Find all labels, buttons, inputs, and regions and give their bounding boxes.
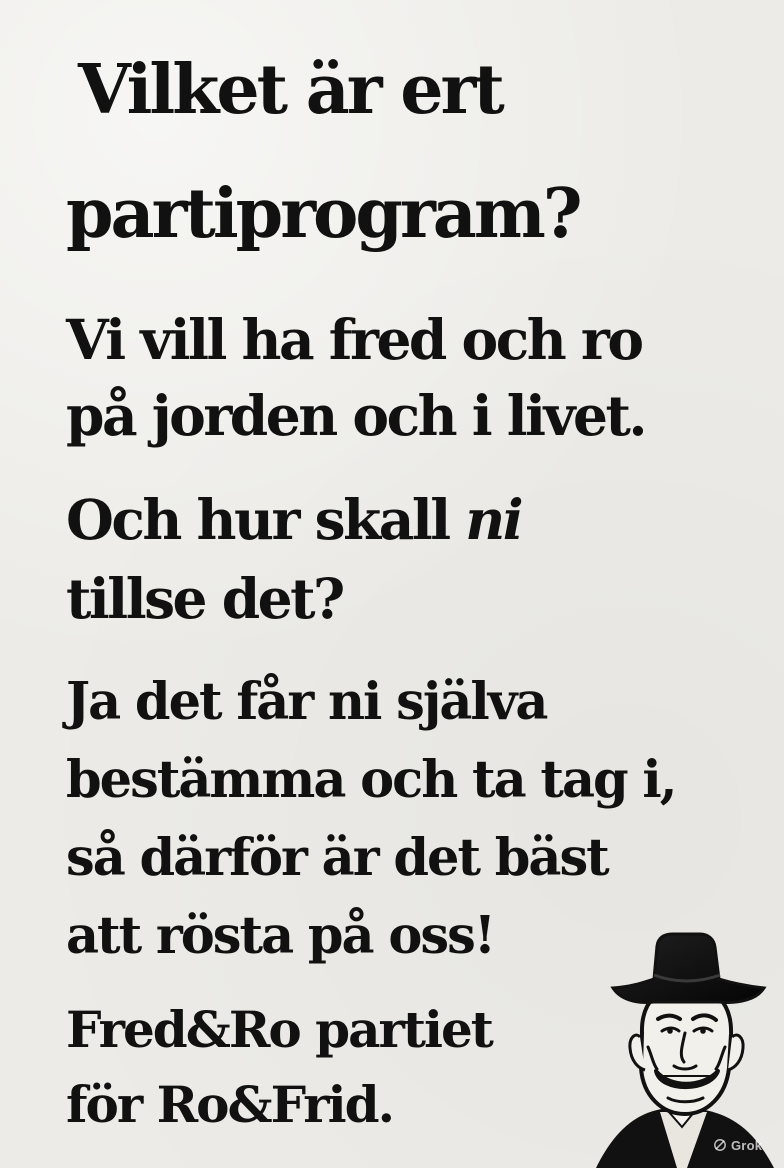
question-2-line-1 <box>66 487 522 552</box>
grok-watermark <box>713 1136 762 1154</box>
man-in-hat-illustration <box>582 930 784 1168</box>
question-2-prefix: Och hur skall <box>66 487 466 552</box>
answer-2-line-4: att rösta på oss! <box>66 906 495 966</box>
answer-2-line-3: så därför är det bäst <box>66 828 608 888</box>
answer-1-line-2: på jorden och i livet. <box>66 383 646 448</box>
answer-2-line-2: bestämma och ta tag i, <box>66 750 676 810</box>
answer-2-line-1: Ja det får ni själva <box>66 672 547 732</box>
answer-1-line-1: Vi vill ha fred och ro <box>66 307 642 372</box>
party-line-2: för Ro&Frid. <box>66 1075 393 1134</box>
headline-line-1: Vilket är ert <box>78 50 502 130</box>
grok-icon <box>713 1138 727 1152</box>
party-line-1: Fred&Ro partiet <box>66 1000 492 1059</box>
question-2-emphasis: ni <box>465 487 522 552</box>
headline-line-2: partiprogram? <box>66 174 580 254</box>
question-2-line-2: tillse det? <box>66 566 343 631</box>
grok-watermark-label: Grok <box>731 1137 763 1153</box>
